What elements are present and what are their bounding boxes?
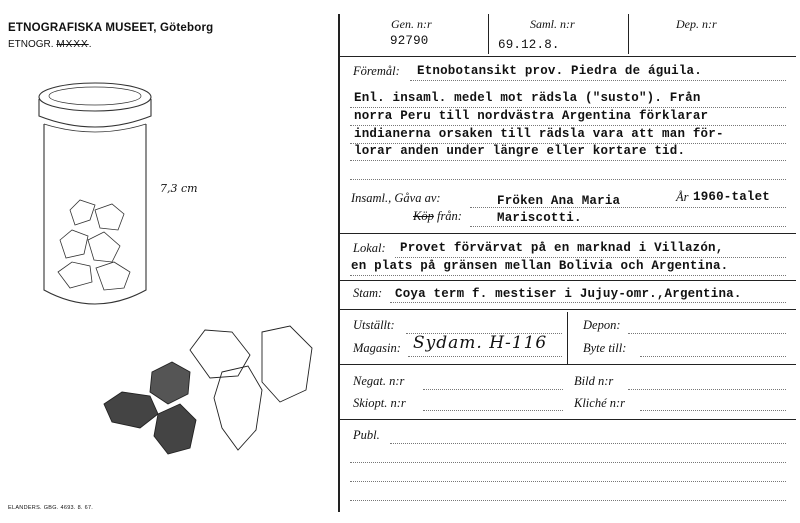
header-sep-2 <box>628 14 629 54</box>
stone-sketches <box>104 326 312 454</box>
utstallt-label: Utställt: <box>353 318 395 332</box>
lokal-line-2: en plats på gränsen mellan Bolivia och Argentina. <box>351 259 729 273</box>
magasin-label: Magasin: <box>353 341 401 355</box>
vial-sketch <box>39 83 151 304</box>
stam-value: Coya term f. mestiser i Jujuy-omr.,Argentina. <box>395 287 742 301</box>
section-line-5 <box>340 419 796 420</box>
magasin-value: Sydam. H-116 <box>413 333 548 353</box>
rule <box>410 80 786 81</box>
saml-label: Saml. n:r <box>530 17 575 31</box>
byte-label: Byte till: <box>583 341 627 355</box>
etnogr-suffix: . <box>88 39 92 50</box>
rule <box>395 257 786 258</box>
header-sep-1 <box>488 14 489 54</box>
etnogr-struck: MXXX <box>56 39 89 50</box>
dep-label: Dep. n:r <box>676 17 717 31</box>
ar-value: 1960-talet <box>693 190 771 204</box>
header-underline <box>340 56 796 57</box>
rule <box>350 275 786 276</box>
lokal-line-1: Provet förvärvat på en marknad i Villazón, <box>400 241 724 255</box>
section-line-4 <box>340 364 796 365</box>
printer-imprint: ELANDERS. GBG. 4693. 8. 67. <box>8 505 94 511</box>
rule <box>470 226 786 227</box>
skiopt-label: Skiopt. n:r <box>353 396 406 410</box>
publ-label: Publ. <box>353 428 380 442</box>
foremal-title: Etnobotansikt prov. Piedra de águila. <box>417 64 702 78</box>
kliche-label: Kliché n:r <box>574 396 626 410</box>
specimen-drawing <box>0 0 338 500</box>
saml-value: 69.12.8. <box>498 38 560 52</box>
rule <box>350 500 786 501</box>
rule <box>628 333 786 334</box>
rule <box>350 462 786 463</box>
rule <box>350 160 786 161</box>
rule <box>350 481 786 482</box>
rule <box>350 125 786 126</box>
rule <box>390 443 786 444</box>
museum-name: ETNOGRAFISKA MUSEET, Göteborg <box>8 22 214 34</box>
rule <box>470 207 786 208</box>
fran-label: från: <box>436 209 462 223</box>
lokal-label: Lokal: <box>353 241 386 255</box>
rule <box>408 356 562 357</box>
height-note: 7,3 cm <box>160 182 198 195</box>
rule <box>640 410 786 411</box>
foremal-label: Föremål: <box>353 64 400 78</box>
depon-label: Depon: <box>583 318 621 332</box>
rule <box>390 302 786 303</box>
insaml-value-2: Mariscotti. <box>497 211 582 225</box>
etnogr-prefix: ETNOGR. <box>8 39 54 50</box>
rule <box>350 179 786 180</box>
stam-label: Stam: <box>353 286 383 300</box>
kop-struck: Köp <box>413 209 434 223</box>
negat-label: Negat. n:r <box>353 374 405 388</box>
section-line-3 <box>340 309 796 310</box>
section-line-1 <box>340 233 796 234</box>
insaml-label: Insaml., Gåva av: <box>351 191 441 205</box>
placement-sep <box>567 312 568 364</box>
foremal-line-2: norra Peru till nordvästra Argentina förklarar <box>354 109 709 123</box>
rule <box>350 107 786 108</box>
bild-label: Bild n:r <box>574 374 614 388</box>
rule <box>423 410 563 411</box>
ar-label: År <box>676 190 689 204</box>
gen-value: 92790 <box>390 34 429 48</box>
insaml-label-2 <box>413 209 462 224</box>
card-divider <box>338 14 340 512</box>
foremal-line-1: Enl. insaml. medel mot rädsla ("susto"). Från <box>354 91 701 105</box>
insaml-value-1: Fröken Ana Maria <box>497 194 621 208</box>
rule <box>628 389 786 390</box>
gen-label: Gen. n:r <box>391 17 432 31</box>
rule <box>423 389 563 390</box>
rule <box>640 356 786 357</box>
section-line-2 <box>340 280 796 281</box>
foremal-line-4: lorar anden under längre eller kortare tid. <box>354 144 686 158</box>
foremal-line-3: indianerna orsaken till rädsla vara att man för- <box>354 127 724 141</box>
